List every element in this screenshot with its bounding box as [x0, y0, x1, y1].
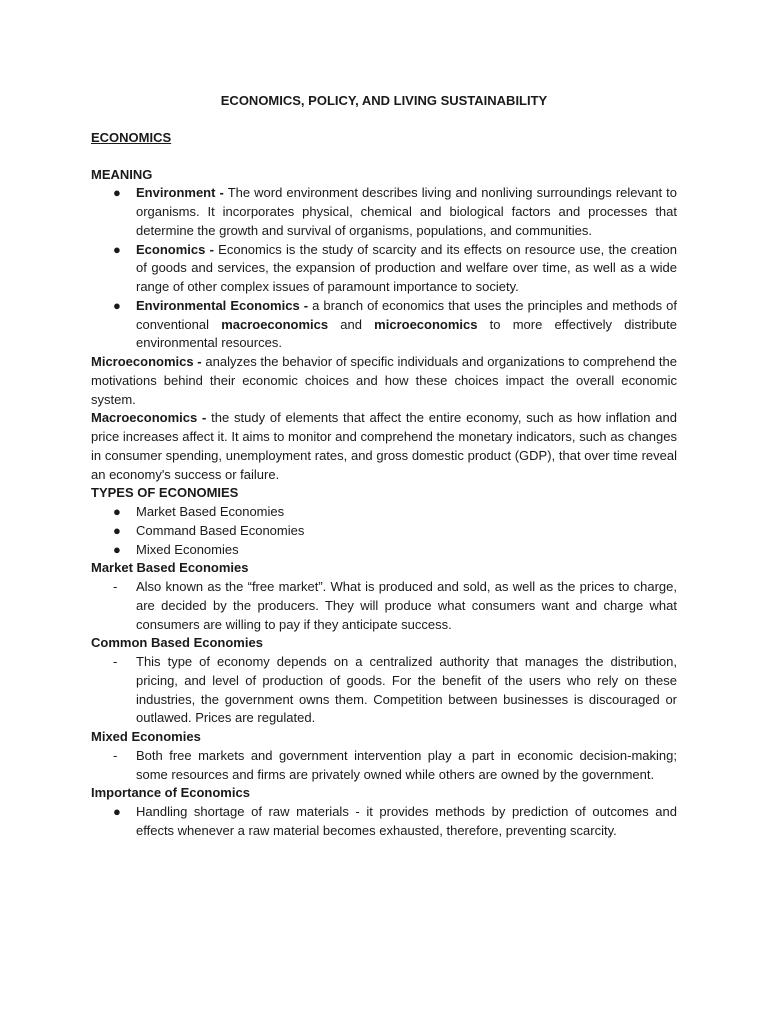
bullet-icon: ●	[113, 504, 121, 519]
heading-mixed: Mixed Economies	[91, 729, 201, 744]
list-item	[91, 184, 677, 240]
list-item-label: Market Based Economies	[136, 504, 285, 519]
mixed-list	[91, 747, 677, 785]
importance-list	[91, 803, 677, 841]
list-item	[91, 803, 677, 841]
term-economics: Economics -	[136, 241, 214, 257]
heading-importance: Importance of Economics	[91, 785, 250, 801]
term-macroeconomics-inline: macroeconomics	[221, 316, 329, 332]
list-item-text: Handling shortage of raw materials - it provides methods by prediction of outcomes and effects whenever a raw material becomes exhausted, therefore, preventing scarcity.	[136, 804, 677, 838]
bullet-icon: ●	[113, 241, 121, 257]
list-item	[91, 522, 677, 541]
list-item	[91, 541, 677, 560]
list-item	[91, 503, 677, 522]
section-heading-economics: ECONOMICS	[91, 129, 172, 145]
bullet-icon: ●	[113, 185, 121, 201]
definition-part: to more effectively distribute environmental resources.	[136, 316, 677, 351]
list-item	[91, 297, 677, 353]
list-item-label: Mixed Economies	[136, 541, 239, 557]
types-list	[91, 503, 677, 559]
list-item-text: Both free markets and government intervention play a part in economic decision-making; some resources and firms are privately owned while others are owned by the government.	[136, 747, 677, 782]
bullet-icon: ●	[113, 522, 121, 538]
paragraph-macroeconomics	[91, 409, 677, 484]
document-title: ECONOMICS, POLICY, AND LIVING SUSTAINABILITY	[220, 93, 548, 108]
definition-microeconomics: analyzes the behavior of specific individuals and organizations to comprehend the motivations behind their economic choices and how these choices impact the overall economic system.	[91, 354, 677, 407]
heading-common-based: Common Based Economies	[91, 635, 263, 651]
list-item	[91, 747, 677, 785]
dash-icon: -	[113, 654, 118, 669]
meaning-list	[91, 184, 677, 353]
heading-types-of-economies: TYPES OF ECONOMIES	[91, 485, 239, 501]
common-list	[91, 653, 677, 728]
heading-market-based: Market Based Economies	[91, 560, 249, 576]
definition-macroeconomics: the study of elements that affect the entire economy, such as how inflation and price increases affect it. It aims to monitor and comprehend the monetary indicators, such as changes in consumer spending, unemployment rates, and gross domestic product (GDP), that over time reveal an economy's success or failure.	[91, 410, 677, 482]
paragraph-microeconomics	[91, 353, 677, 409]
dash-icon: -	[113, 747, 118, 763]
list-item-text: Also known as the “free market”. What is produced and sold, as well as the prices to charge, are decided by the producers. They will produce what consumers want and charge what consumers are willing to pay if they anticipate success.	[136, 579, 677, 632]
bullet-icon: ●	[113, 541, 121, 557]
definition-part: and	[328, 316, 375, 332]
definition-part: a branch of economics that uses the principles and methods of conventional	[136, 297, 677, 332]
dash-icon: -	[113, 579, 118, 594]
market-list	[91, 578, 677, 634]
term-environment: Environment -	[136, 185, 224, 201]
bullet-icon: ●	[113, 297, 121, 313]
list-item	[91, 653, 677, 728]
list-item	[91, 578, 677, 634]
definition-environment: The word environment describes living and nonliving surroundings relevant to organisms. It incorporates physical, chemical and biological factors and processes that determine the growth and survival of organisms, populations, and communities.	[136, 185, 677, 238]
list-item	[91, 241, 677, 297]
list-item-text: This type of economy depends on a centralized authority that manages the distribution, pricing, and level of production of goods. For the benefit of the users who rely on these industries, the government owns them. Competition between businesses is discouraged or outlawed. Prices are regulated.	[136, 654, 677, 726]
list-item-label: Command Based Economies	[136, 522, 305, 538]
term-microeconomics: Microeconomics -	[91, 354, 202, 369]
definition-economics: Economics is the study of scarcity and its effects on resource use, the creation of goods and services, the expansion of production and welfare over time, as well as a wide range of other complex issues of paramount importance to society.	[136, 241, 678, 294]
term-environmental-economics: Environmental Economics -	[136, 297, 309, 313]
term-microeconomics-inline: microeconomics	[374, 316, 478, 332]
document-body	[91, 92, 677, 841]
heading-meaning: MEANING	[91, 166, 153, 182]
bullet-icon: ●	[113, 804, 121, 819]
term-macroeconomics: Macroeconomics -	[91, 410, 207, 426]
